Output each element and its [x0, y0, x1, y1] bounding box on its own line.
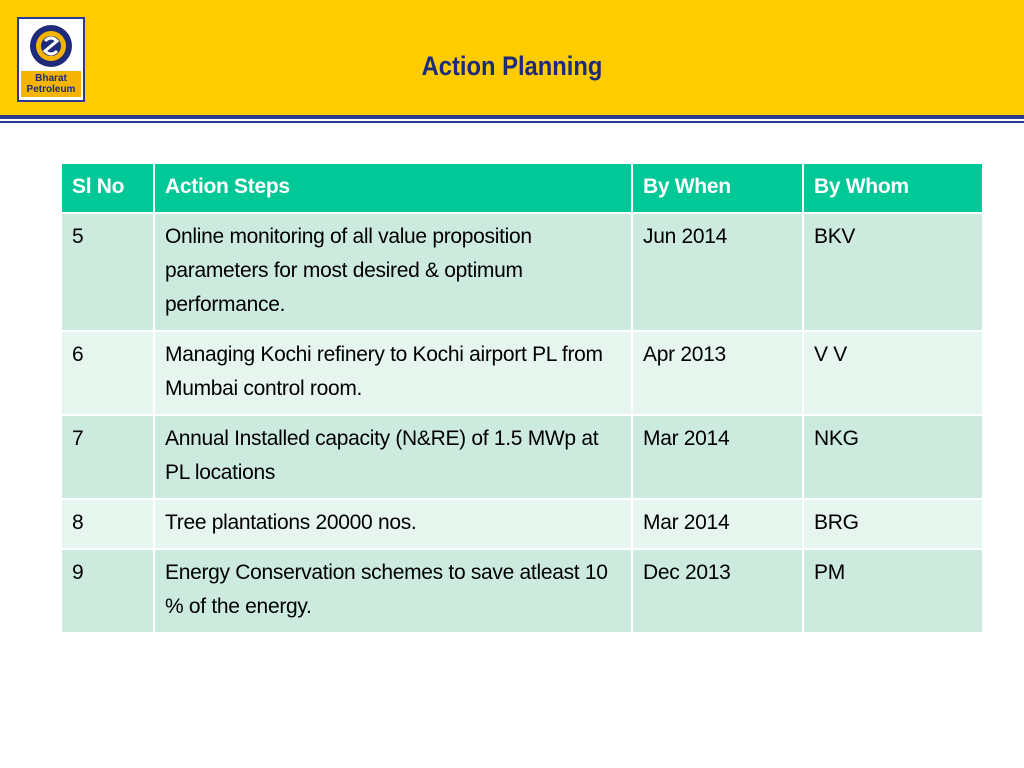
header-by-whom: By Whom: [803, 163, 983, 213]
cell-action-step: Annual Installed capacity (N&RE) of 1.5 MWp at PL locations: [154, 415, 632, 499]
cell-by-whom: BRG: [803, 499, 983, 549]
cell-by-whom: PM: [803, 549, 983, 633]
cell-by-whom: NKG: [803, 415, 983, 499]
cell-sl-no: 6: [61, 331, 154, 415]
header-sl-no: Sl No: [61, 163, 154, 213]
cell-sl-no: 9: [61, 549, 154, 633]
logo-line-1: Bharat: [35, 73, 67, 84]
table-header-row: [61, 163, 983, 213]
cell-action-step: Energy Conservation schemes to save atleast 10 % of the energy.: [154, 549, 632, 633]
table-row: [61, 549, 983, 633]
cell-sl-no: 8: [61, 499, 154, 549]
cell-sl-no: 5: [61, 213, 154, 331]
cell-action-step: Managing Kochi refinery to Kochi airport PL from Mumbai control room.: [154, 331, 632, 415]
header-rule-thick: [0, 115, 1024, 119]
header-action-steps: Action Steps: [154, 163, 632, 213]
cell-by-when: Apr 2013: [632, 331, 803, 415]
table-row: [61, 213, 983, 331]
header-rule-thin: [0, 121, 1024, 123]
cell-by-when: Jun 2014: [632, 213, 803, 331]
table-row: [61, 499, 983, 549]
logo-line-2: Petroleum: [26, 84, 76, 95]
cell-by-when: Mar 2014: [632, 415, 803, 499]
page-title: Action Planning: [421, 51, 603, 81]
cell-by-when: Mar 2014: [632, 499, 803, 549]
header-by-when: By When: [632, 163, 803, 213]
cell-by-whom: V V: [803, 331, 983, 415]
cell-action-step: Online monitoring of all value proposition parameters for most desired & optimum performance.: [154, 213, 632, 331]
cell-by-whom: BKV: [803, 213, 983, 331]
action-plan-table: [60, 162, 984, 634]
cell-sl-no: 7: [61, 415, 154, 499]
table-row: [61, 331, 983, 415]
table-row: [61, 415, 983, 499]
cell-action-step: Tree plantations 20000 nos.: [154, 499, 632, 549]
cell-by-when: Dec 2013: [632, 549, 803, 633]
